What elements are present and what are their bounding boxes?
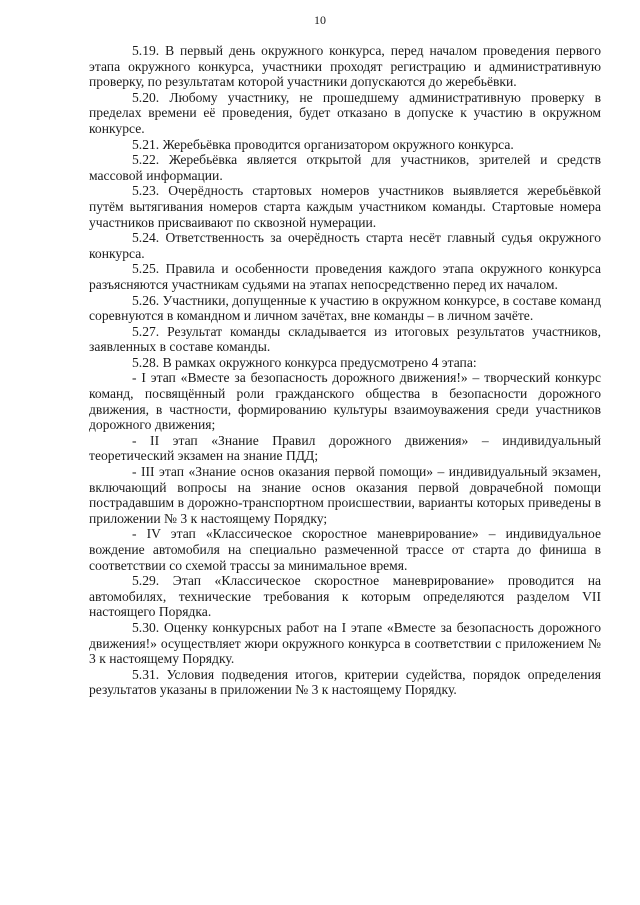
list-item-stage-3: - III этап «Знание основ оказания первой помощи» – индивидуальный экзамен, включающий вопросы на знание основ оказания первой доврачебной помощи пострадавшим в дорожно-транспортном происшествии, варианты которых приведены в приложении № 3 к настоящему Порядку; [89, 464, 601, 526]
page-number: 10 [314, 13, 326, 27]
paragraph-5-29: 5.29. Этап «Классическое скоростное маневрирование» проводится на автомобилях, технические требования к которым определяются разделом VII настоящего Порядка. [89, 573, 601, 620]
paragraph-5-20: 5.20. Любому участнику, не прошедшему административную проверку в пределах времени её проведения, будет отказано в допуске к участию в окружном конкурсе. [89, 89, 601, 136]
list-item-stage-1: - I этап «Вместе за безопасность дорожного движения!» – творческий конкурс команд, посвящённый роли гражданского общества в безопасности дорожного движения, в частности, формированию культуры взаимоуважения среди участников дорожного движения; [89, 370, 601, 433]
paragraph-5-27: 5.27. Результат команды складывается из итоговых результатов участников, заявленных в составе команды. [89, 323, 601, 355]
paragraph-5-19: 5.19. В первый день окружного конкурса, перед началом проведения первого этапа окружного конкурса, участники проходят регистрацию и административную проверку, по результатам которой участники допускаются до жеребьёвки. [89, 43, 601, 90]
list-item-stage-4: - IV этап «Классическое скоростное маневрирование» – индивидуальное вождение автомобиля на специально размеченной трассе от старта до финиша в соответствии со схемой трассы за минимальное время. [89, 526, 601, 573]
paragraph-5-28: 5.28. В рамках окружного конкурса предусмотрено 4 этапа: [132, 354, 477, 370]
paragraph-5-24: 5.24. Ответственность за очерёдность старта несёт главный судья окружного конкурса. [89, 230, 601, 261]
blank-area [0, 770, 640, 905]
document-body [89, 43, 601, 698]
paragraph-5-31: 5.31. Условия подведения итогов, критерии судейства, порядок определения результатов указаны в приложении № 3 к настоящему Порядку. [89, 666, 601, 698]
paragraph-5-23: 5.23. Очерёдность стартовых номеров участников выявляется жеребьёвкой путём вытягивания номеров старта каждым участником команды. Стартовые номера участников присваивают по сквозной нумерации. [89, 183, 601, 230]
paragraph-5-30: 5.30. Оценку конкурсных работ на I этапе «Вместе за безопасность дорожного движения!» осуществляет жюри окружного конкурса в соответствии с приложением № 3 к настоящему Порядку. [89, 619, 601, 667]
list-item-stage-2: - II этап «Знание Правил дорожного движения» – индивидуальный теоретический экзамен на знание ПДД; [89, 432, 601, 464]
paragraph-5-22: 5.22. Жеребьёвка является открытой для участников, зрителей и средств массовой информации. [89, 152, 601, 183]
paragraph-5-21: 5.21. Жеребьёвка проводится организатором окружного конкурса. [132, 136, 514, 152]
paragraph-5-26: 5.26. Участники, допущенные к участию в окружном конкурсе, в составе команд соревнуются в командном и личном зачётах, вне команды – в личном зачёте. [89, 292, 601, 324]
paragraph-5-25: 5.25. Правила и особенности проведения каждого этапа окружного конкурса разъясняются участникам судьями на этапах непосредственно перед их началом. [89, 261, 601, 292]
